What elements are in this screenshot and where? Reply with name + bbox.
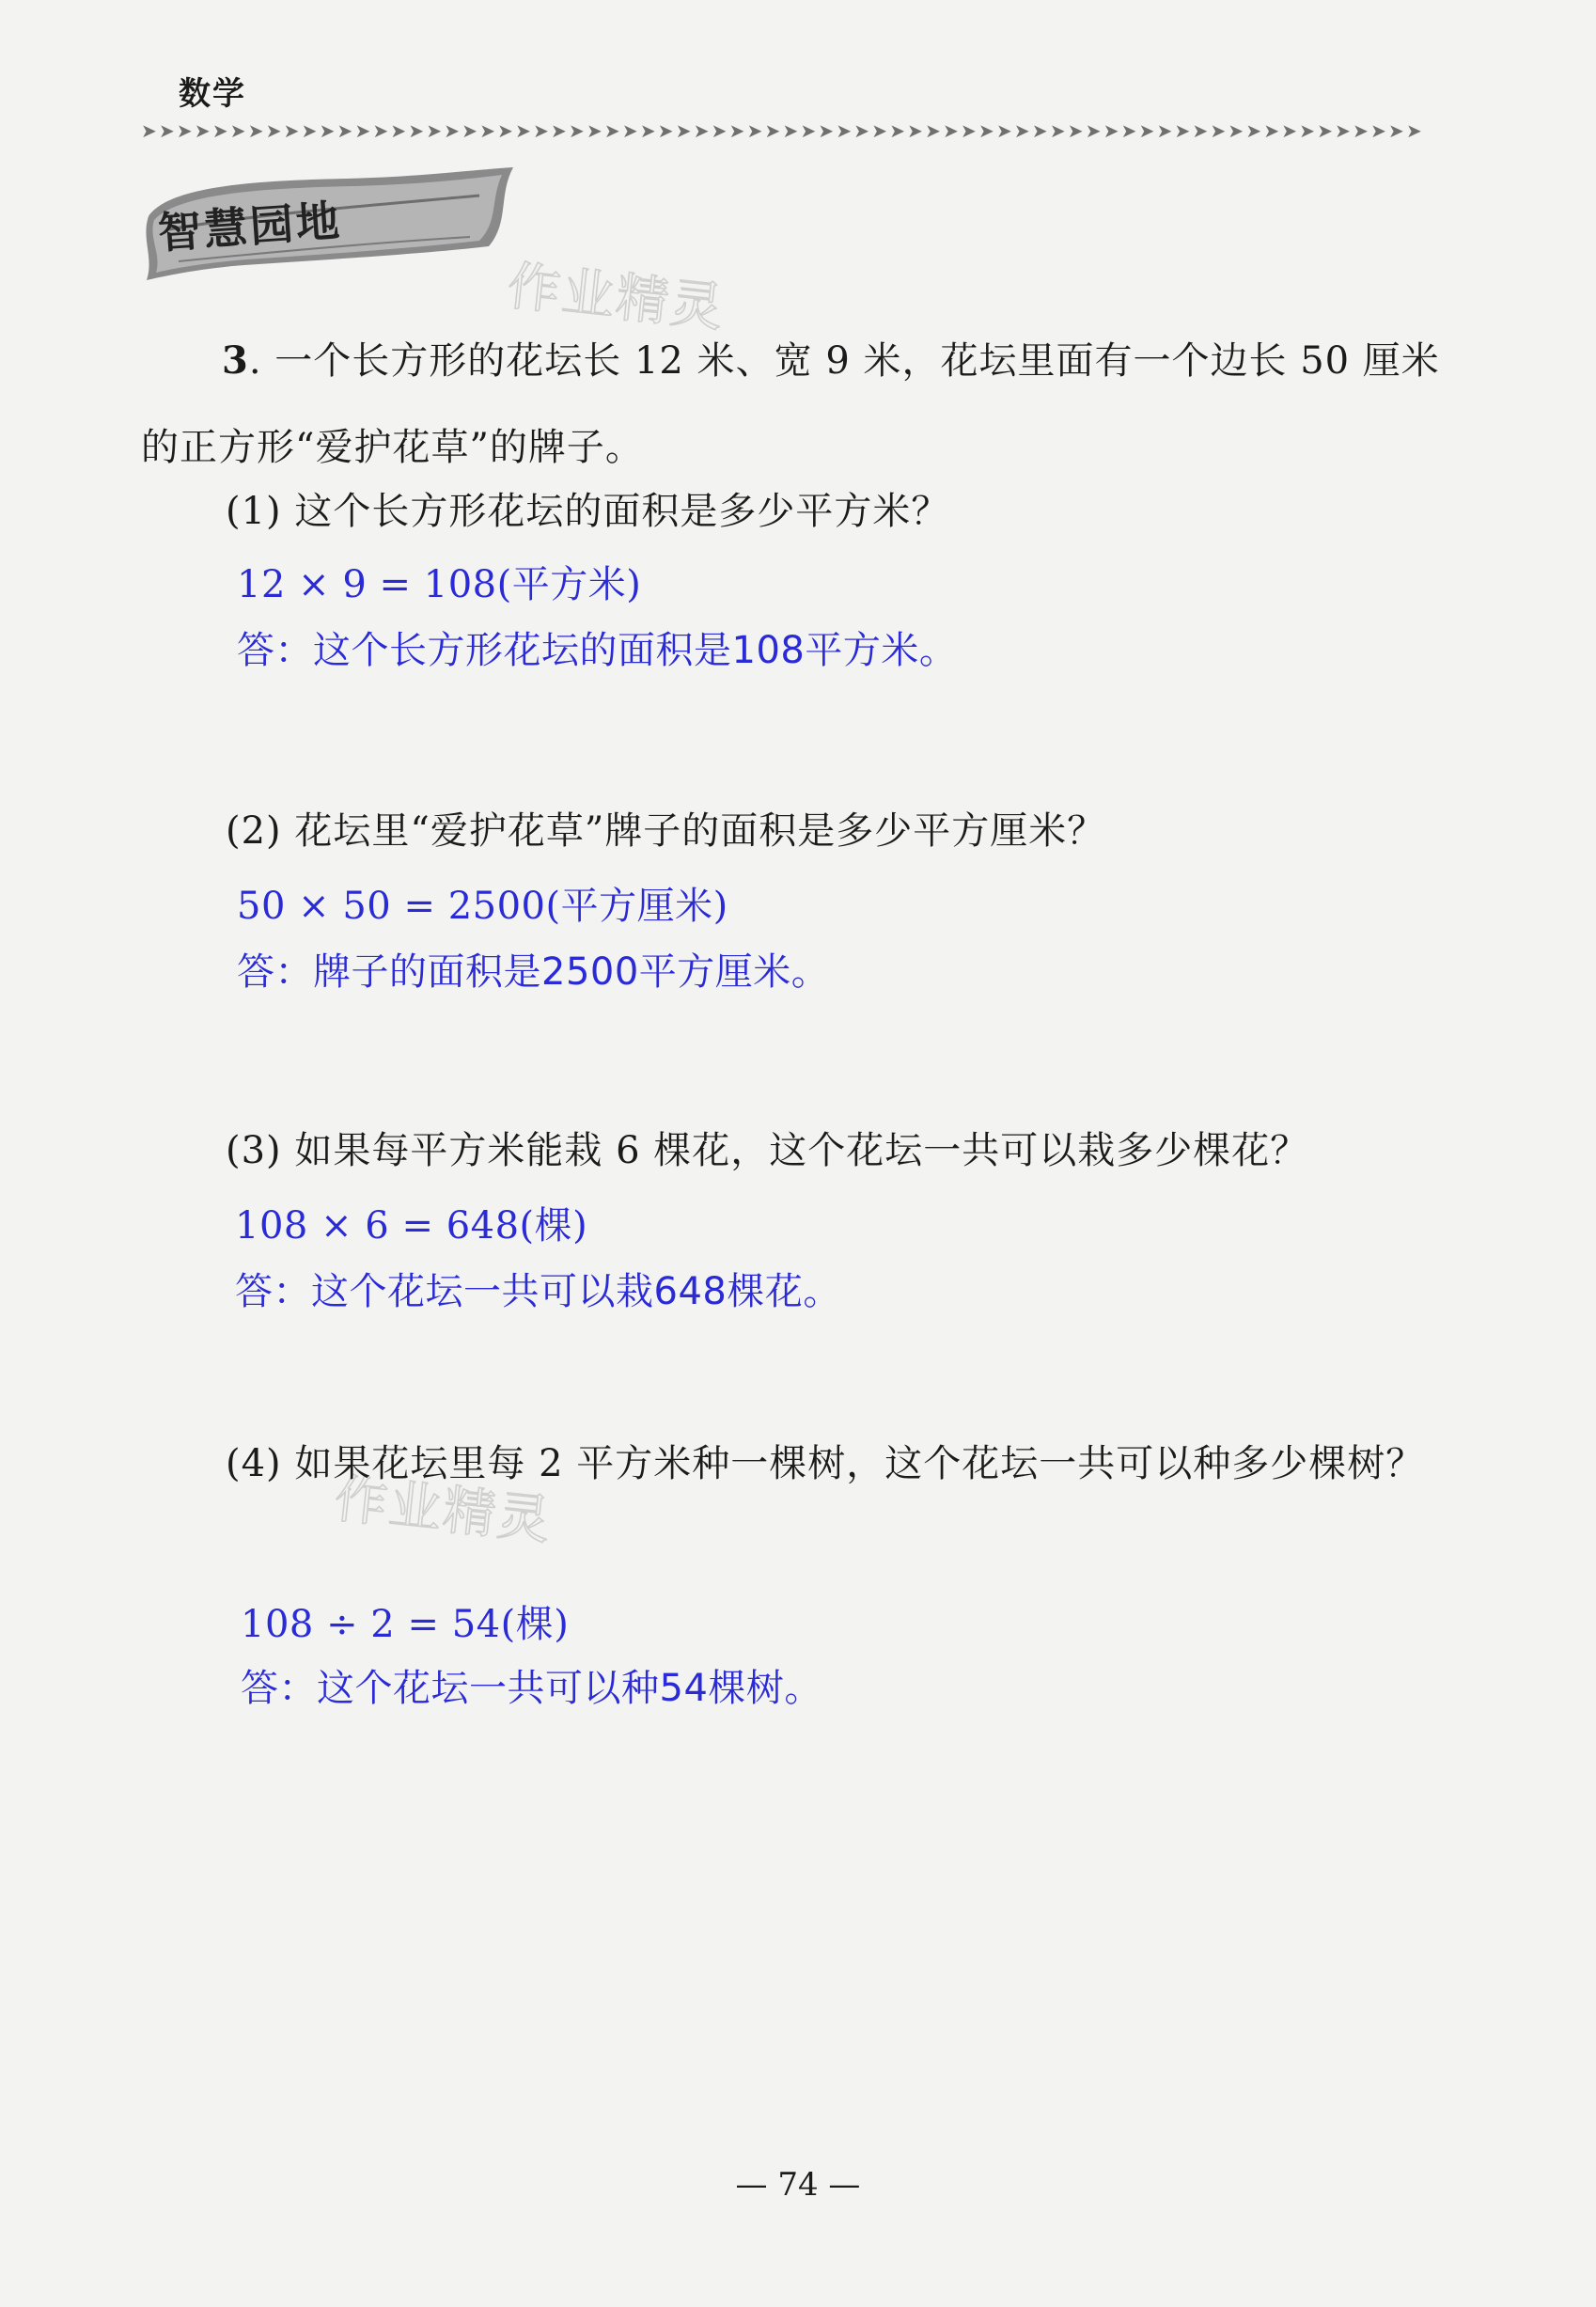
sub-question-3: (3) 如果每平方米能栽 6 棵花，这个花坛一共可以栽多少棵花？ bbox=[226, 1129, 1309, 1172]
sub-question-4: (4) 如果花坛里每 2 平方米种一棵树，这个花坛一共可以种多少棵树？ bbox=[226, 1442, 1425, 1485]
subject-header: 数学 bbox=[179, 75, 246, 113]
answer-equation-1: 12 × 9 = 108(平方米) bbox=[237, 563, 642, 606]
sub-question-2: (2) 花坛里“爱护花草”牌子的面积是多少平方厘米？ bbox=[226, 809, 1106, 853]
arrow-separator: ➤➤➤➤➤➤➤➤➤➤➤➤➤➤➤➤➤➤➤➤➤➤➤➤➤➤➤➤➤➤➤➤➤➤➤➤➤➤➤➤➤➤➤➤➤➤➤➤➤➤➤➤➤➤➤➤➤➤➤➤➤➤➤➤➤➤➤➤➤➤➤➤ bbox=[141, 120, 1424, 141]
answer-sentence-4: 答：这个花坛一共可以种54棵树。 bbox=[241, 1667, 822, 1710]
answer-equation-3: 108 × 6 = 648(棵) bbox=[235, 1204, 588, 1248]
question-intro bbox=[141, 318, 1476, 491]
question-text: . 一个长方形的花坛长 12 米、宽 9 米，花坛里面有一个边长 50 厘米的正方形“爱护花草”的牌子。 bbox=[141, 339, 1440, 469]
sub-question-1: (1) 这个长方形花坛的面积是多少平方米？ bbox=[226, 490, 950, 533]
answer-sentence-3: 答：这个花坛一共可以栽648棵花。 bbox=[235, 1270, 841, 1313]
answer-equation-4: 108 ÷ 2 = 54(棵) bbox=[241, 1603, 570, 1646]
answer-equation-2: 50 × 50 = 2500(平方厘米) bbox=[237, 885, 728, 928]
page-number: — 74 — bbox=[735, 2166, 861, 2204]
section-title: 智慧园地 bbox=[156, 195, 344, 259]
answer-sentence-2: 答：牌子的面积是2500平方厘米。 bbox=[237, 950, 830, 994]
question-number: 3 bbox=[222, 338, 249, 383]
answer-sentence-1: 答：这个长方形花坛的面积是108平方米。 bbox=[237, 629, 958, 672]
watermark: 作业精灵 bbox=[504, 256, 728, 339]
watermark: 作业精灵 bbox=[331, 1468, 555, 1552]
